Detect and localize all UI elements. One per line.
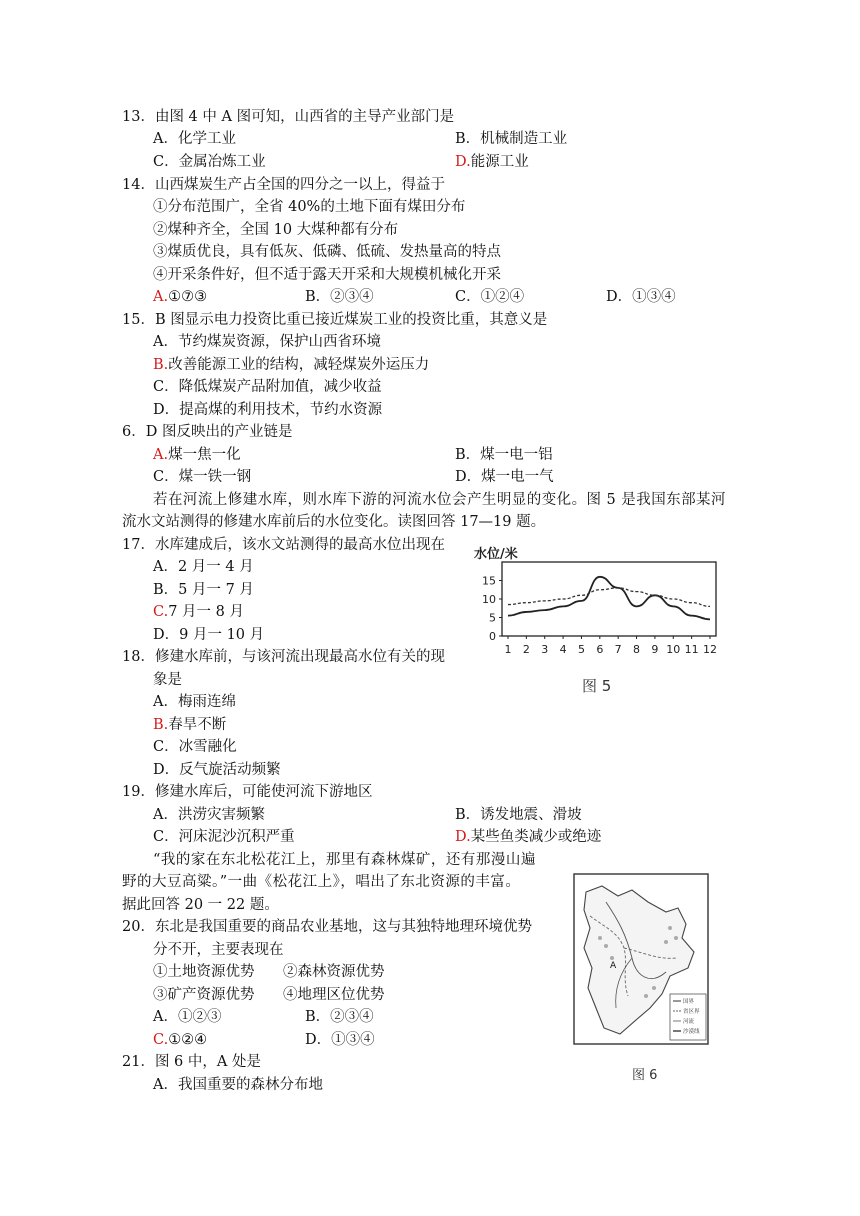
q14-statement-1: ①分布范围广，全省 40%的土地下面有煤田分布 (153, 199, 466, 215)
figure-5-caption: 图 5 (582, 677, 612, 695)
answer-letter: C. (153, 1032, 169, 1048)
q19-stem: 19．修建水库后，可能使河流下游地区 (122, 784, 373, 800)
q18-stem: 18．修建水库前，与该河流出现最高水位有关的现 (122, 649, 445, 665)
q17-option-a: A．2 月一 4 月 (153, 559, 254, 575)
option-text: 改善能源工业的结构，减轻煤炭外运压力 (168, 357, 430, 373)
q14-option-a (153, 287, 207, 307)
q17-stem: 17．水库建成后，该水文站测得的最高水位出现在 (122, 537, 445, 553)
x-tick-label: 7 (614, 643, 622, 656)
map-legend (670, 994, 706, 1040)
answer-letter: B. (153, 357, 169, 373)
figure-6 (566, 868, 716, 1088)
figure-5 (462, 540, 730, 702)
answer-letter: A. (153, 289, 169, 305)
legend-item-0: 国界 (683, 999, 695, 1005)
legend-item-1: 省区界 (683, 1009, 700, 1015)
point-a-label: A (610, 961, 617, 971)
y-tick-label: 15 (482, 574, 496, 588)
q18-option-c: C．冰雪融化 (153, 739, 237, 755)
answer-letter: C. (153, 604, 169, 620)
q15-option-c: C．降低煤炭产品附加值，减少收益 (153, 379, 382, 395)
q17-option-b: B．5 月一 7 月 (153, 582, 254, 598)
option-text: 春旱不断 (168, 717, 227, 733)
q13-option-c: C．金属冶炼工业 (153, 154, 266, 170)
y-tick-label: 10 (482, 593, 496, 606)
q13-option-a: A．化学工业 (153, 131, 236, 147)
x-tick-label: 8 (633, 643, 641, 656)
q20-stem-cont: 分不开，主要表现在 (153, 942, 284, 958)
q13-option-b: B．机械制造工业 (455, 131, 568, 147)
series-before-dam (508, 588, 710, 607)
q14-stem: 14．山西煤炭生产占全国的四分之一以上，得益于 (122, 177, 445, 193)
y-tick-label: 5 (489, 611, 496, 625)
q17-option-d: D．9 月一 10 月 (153, 627, 265, 643)
option-text: 能源工业 (470, 154, 529, 170)
legend-item-2: 河流 (683, 1019, 695, 1025)
q14-statement-4: ④开采条件好，但不适于露天开采和大规模机械化开采 (153, 267, 501, 283)
q20-option-a: A．①②③ (153, 1009, 222, 1025)
answer-letter: B. (153, 717, 169, 733)
option-text: ①⑦③ (168, 289, 208, 305)
passage1-line1: 若在河流上修建水库，则水库下游的河流水位会产生明显的变化。图 5 是我国东部某河 (153, 492, 726, 508)
x-tick-label: 4 (559, 643, 567, 656)
y-tick-label: 0 (489, 630, 496, 643)
q16-option-b: B．煤一电一铝 (455, 447, 553, 463)
q19-option-c: C．河床泥沙沉积严重 (153, 829, 295, 845)
x-tick-label: 3 (541, 643, 549, 656)
answer-letter: D. (455, 154, 471, 170)
legend-item-3: 沙漠线 (683, 1029, 700, 1035)
q15-option-b (153, 355, 429, 375)
x-tick-label: 1 (504, 643, 512, 656)
q14-option-d: D．①③④ (606, 289, 676, 305)
q21-stem: 21．图 6 中，A 处是 (122, 1054, 261, 1070)
q20-stem: 20．东北是我国重要的商品农业基地，这与其独特地理环境优势 (122, 919, 532, 935)
x-tick-label: 5 (577, 643, 585, 656)
q19-option-b: B．诱发地震、滑坡 (455, 807, 582, 823)
q19-option-a: A．洪涝灾害频繁 (153, 807, 265, 823)
q15-option-a: A．节约煤炭资源，保护山西省环境 (153, 334, 381, 350)
q20-statement-1: ①土地资源优势 (153, 964, 255, 980)
q13-stem: 13．由图 4 中 A 图可知，山西省的主导产业部门是 (122, 109, 455, 125)
option-text: 某些鱼类减少或绝迹 (470, 829, 602, 845)
q15-stem: 15．B 图显示电力投资比重已接近煤炭工业的投资比重，其意义是 (122, 312, 548, 328)
q20-statement-2: ②森林资源优势 (283, 964, 385, 980)
q18-stem-cont: 象是 (153, 672, 182, 688)
q16-stem: 6．D 图反映出的产业链是 (122, 424, 293, 440)
q17-option-c (153, 602, 244, 622)
x-tick-label: 9 (651, 643, 659, 656)
answer-letter: D. (455, 829, 471, 845)
answer-letter: A. (153, 447, 169, 463)
q21-option-a: A．我国重要的森林分布地 (153, 1077, 323, 1093)
q14-statement-3: ③煤质优良，具有低灰、低磷、低硫、发热量高的特点 (153, 244, 501, 260)
q20-statement-3: ③矿产资源优势 (153, 987, 255, 1003)
figure-6-caption: 图 6 (632, 1068, 658, 1083)
passage1-line2: 流水文站测得的修建水库前后的水位变化。读图回答 17—19 题。 (122, 514, 546, 530)
series-after-dam (508, 577, 710, 620)
passage2-line3: 据此回答 20 一 22 题。 (122, 897, 279, 913)
x-tick-label: 10 (666, 643, 681, 656)
q20-option-b: B．②③④ (305, 1009, 374, 1025)
passage2-line1: “我的家在东北松花江上，那里有森林煤矿，还有那漫山遍 (153, 852, 536, 868)
chart-ylabel: 水位/米 (474, 547, 518, 562)
q13-option-d (455, 152, 529, 172)
q18-option-d: D．反气旋活动频繁 (153, 762, 281, 778)
northeast-map (566, 868, 716, 1068)
x-tick-label: 11 (684, 643, 699, 656)
q16-option-a (153, 445, 241, 465)
q18-option-b (153, 715, 226, 735)
q15-option-d: D．提高煤的利用技术，节约水资源 (153, 402, 383, 418)
q20-statement-4: ④地理区位优势 (283, 987, 385, 1003)
option-text: 煤一焦一化 (168, 447, 241, 463)
passage2-line2: 野的大豆高粱。”一曲《松花江上》，唱出了东北资源的丰富。 (122, 874, 521, 890)
q18-option-a: A．梅雨连绵 (153, 694, 236, 710)
x-tick-label: 2 (522, 643, 530, 656)
option-text: 7 月一 8 月 (168, 604, 244, 620)
q20-option-c (153, 1030, 207, 1050)
plot-frame (502, 562, 716, 636)
q14-statement-2: ②煤种齐全，全国 10 大煤种都有分布 (153, 222, 399, 238)
option-text: ①②④ (168, 1032, 208, 1048)
x-tick-label: 12 (703, 643, 717, 656)
q14-option-b: B．②③④ (305, 289, 374, 305)
q20-option-d: D．①③④ (305, 1032, 375, 1048)
x-tick-label: 6 (596, 643, 604, 656)
q16-option-c: C．煤一铁一钢 (153, 469, 252, 485)
q16-option-d: D．煤一电一气 (455, 469, 554, 485)
q14-option-c: C．①②④ (455, 289, 525, 305)
q19-option-d (455, 827, 601, 847)
